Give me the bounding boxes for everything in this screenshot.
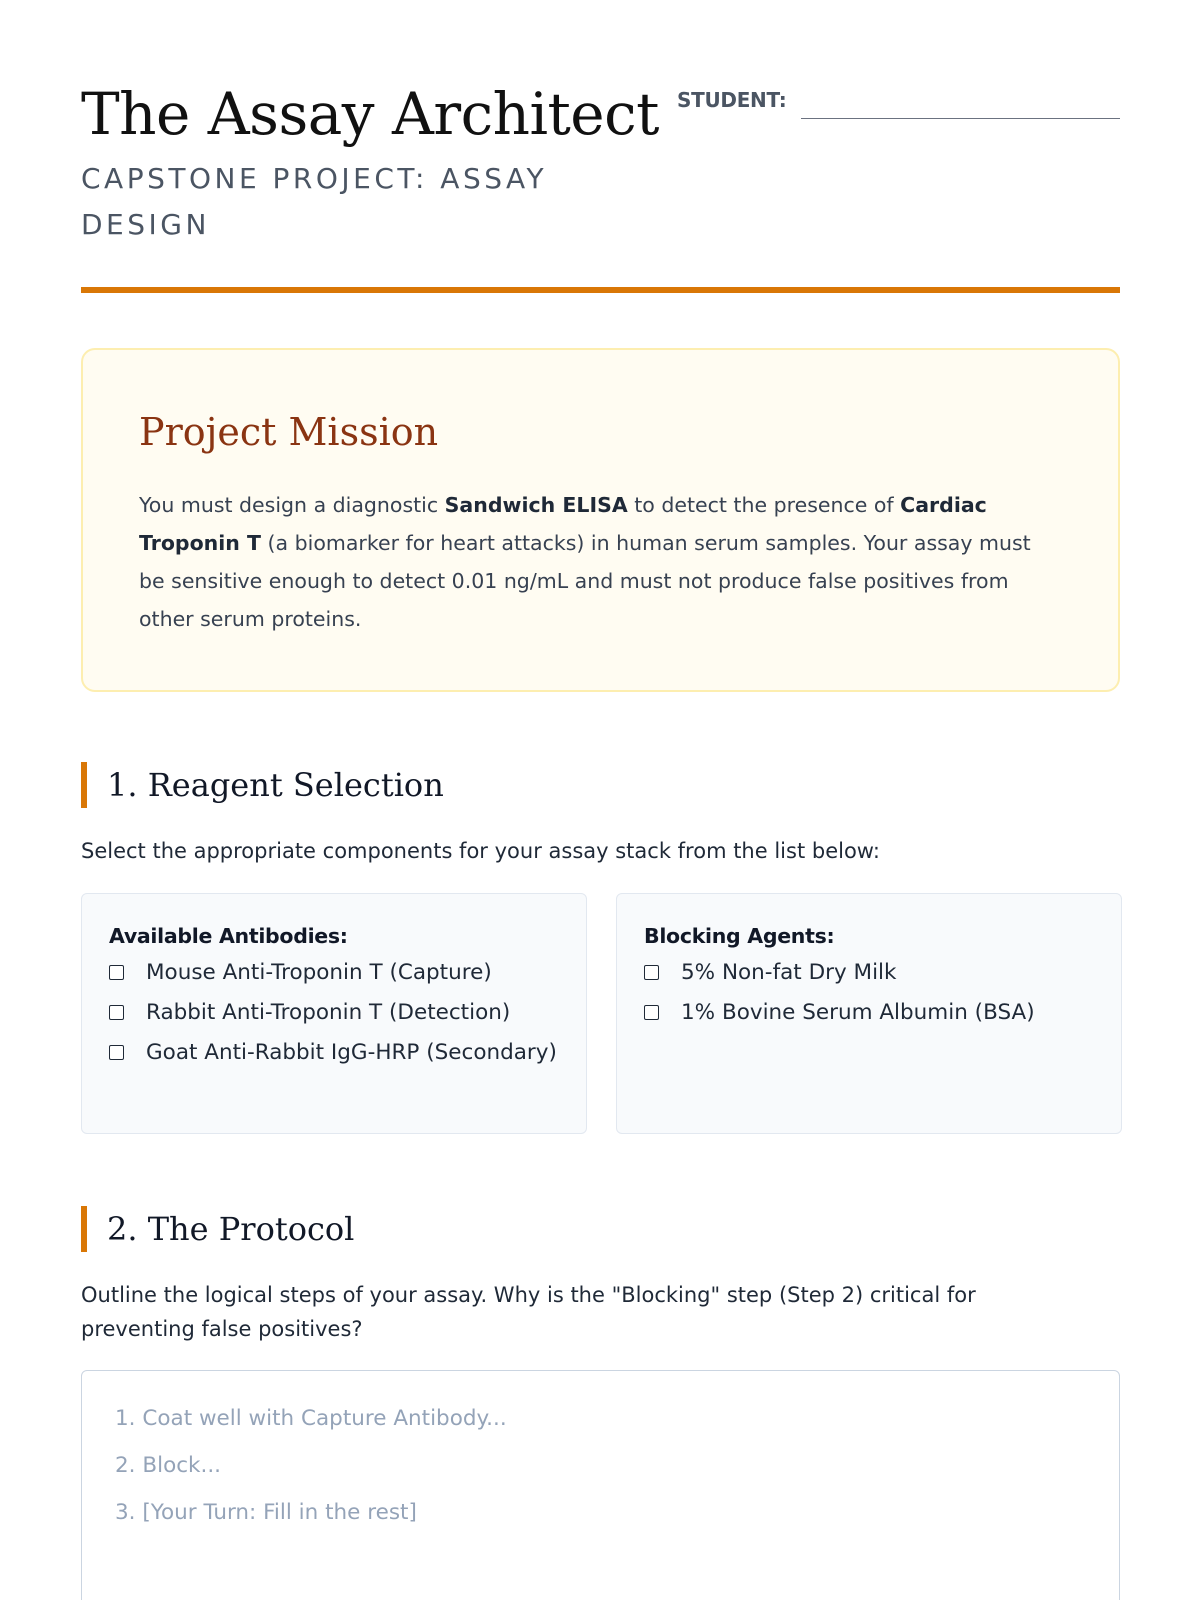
mission-text-part: (a biomarker for heart attacks) in human serum samples. Your assay must be sensitive enough to detect 0.01 ng/mL and must not produce false positives from other serum proteins. [139,531,1031,631]
mission-target: Cardiac Troponin T [139,493,987,555]
checklist-item[interactable] [109,996,559,1029]
student-name-line[interactable] [801,118,1120,119]
section-accent-bar [81,1206,87,1252]
student-label: STUDENT: [677,88,787,112]
checklist-item[interactable] [109,1036,559,1069]
antibodies-card-title: Available Antibodies: [109,924,348,948]
header-divider [81,287,1120,293]
reagent-section-title: 1. Reagent Selection [107,766,444,804]
checkbox[interactable] [109,965,124,980]
placeholder-line: 1. Coat well with Capture Antibody... [115,1406,507,1431]
mission-text [139,486,1039,638]
checklist-item[interactable] [109,956,559,989]
checklist-item-label: Goat Anti-Rabbit IgG-HRP (Secondary) [146,1040,557,1065]
protocol-instructions: Outline the logical steps of your assay. Why is the "Blocking" step (Step 2) critical for preventing false positives? [81,1283,976,1341]
reagent-instructions: Select the appropriate components for your assay stack from the list below: [81,839,880,863]
page-title: The Assay Architect [81,80,659,148]
checkbox[interactable] [644,965,659,980]
checkbox[interactable] [644,1005,659,1020]
antibodies-card [81,893,587,1134]
placeholder-line: 2. Block... [115,1453,221,1478]
mission-text-part: You must design a diagnostic [139,493,445,517]
mission-assay-type: Sandwich ELISA [444,493,628,517]
blocking-card-title: Blocking Agents: [644,924,835,948]
checklist-item-label: 5% Non-fat Dry Milk [681,960,897,985]
protocol-answer-textarea[interactable] [81,1370,1120,1600]
blocking-agents-card [616,893,1122,1134]
checklist-item[interactable] [644,956,1094,989]
checkbox[interactable] [109,1005,124,1020]
mission-text-part: to detect the presence of [627,493,901,517]
checkbox[interactable] [109,1045,124,1060]
section-accent-bar [81,762,87,808]
antibodies-list [109,956,559,1069]
checklist-item-label: Mouse Anti-Troponin T (Capture) [146,960,492,985]
checklist-item-label: Rabbit Anti-Troponin T (Detection) [146,1000,511,1025]
project-mission-box [81,348,1120,692]
worksheet-page [81,0,1120,1525]
placeholder-line: 3. [Your Turn: Fill in the rest] [115,1500,417,1525]
mission-heading: Project Mission [139,410,439,454]
blocking-list [644,956,1094,1029]
checklist-item[interactable] [644,996,1094,1029]
protocol-placeholder [115,1395,1086,1536]
page-header [81,0,1120,294]
page-subtitle: CAPSTONE PROJECT: ASSAY DESIGN [81,162,548,241]
checklist-item-label: 1% Bovine Serum Albumin (BSA) [681,1000,1035,1025]
protocol-section-title: 2. The Protocol [107,1210,355,1248]
